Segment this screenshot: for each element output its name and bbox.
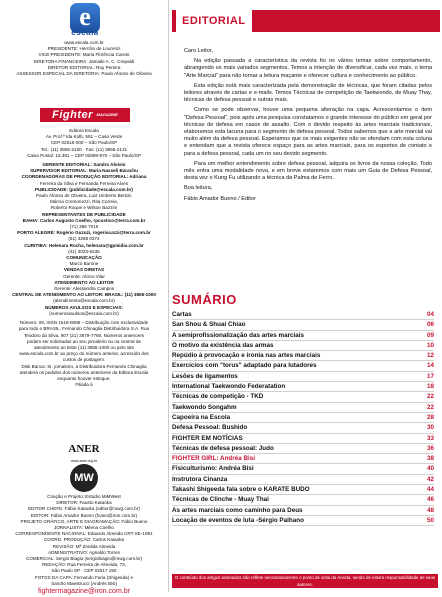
toc-entry-page: 22 <box>426 393 434 401</box>
colophon-line: custos de postagem. <box>62 357 106 363</box>
colophon-line: Gerente: Alcino Vilar <box>63 273 105 279</box>
fighter-logo-suffix: MAGAZINE <box>96 112 118 117</box>
colophon-line: REPRESENTANTES DE PUBLICIDADE <box>42 211 126 217</box>
colophon-line: REVISÃO: Mª Zenilda Almeida <box>52 543 116 549</box>
toc-entry-title: Defesa Pessoal: Bushido <box>172 424 248 432</box>
colophon-line: podem ser solicitados ao seu jornaleiro ou na central de <box>27 338 141 344</box>
toc-entry-title: As artes marciais como caminho para Deus <box>172 506 303 514</box>
editorial-title-bar <box>172 10 440 32</box>
escala-wordmark: escala <box>71 28 99 37</box>
toc-entry-title: Capoeira na Escola <box>172 413 231 421</box>
colophon-line: COORDENADORAS DE PRODUÇÃO EDITORIAL: Adriana <box>21 174 147 180</box>
colophon-line: Disk Banca: Sr. jornaleiro, a Distribuidora Fernando Chinaglia <box>21 363 147 369</box>
toc-entry[interactable] <box>172 403 434 413</box>
colophon-line: CORRESPONDENTE NACIONAL: Eduardo Almeida CRT-SE-1091 <box>15 531 153 537</box>
colophon-top <box>0 40 168 77</box>
toc-entry-title: Lesões de ligamentos <box>172 372 238 380</box>
colophon-line: Teodoro da Silva, 907 (21) 3879-7766. Números anteriores <box>23 332 145 338</box>
toc-entry[interactable] <box>172 464 434 474</box>
colophon-line: para todo o BRASIL, Fernando Chinaglia Distribuidora S.A. Rua <box>18 326 150 332</box>
editorial-body <box>184 48 432 206</box>
toc-entry-page: 36 <box>426 444 434 452</box>
colophon-line: COORD. PRODUÇÃO: Carlos Kataoka <box>43 537 125 543</box>
toc-entry[interactable] <box>172 413 434 423</box>
disclaimer-bar: O conteúdo dos artigos assinados não reflete necessariamente o ponto de vista da revista, sendo de inteira responsabilidade de seus autores. <box>172 574 438 588</box>
colophon-line: São Paulo SP · CEP 02517 150 <box>51 568 117 574</box>
colophon-line: REDAÇÃO: Rua Ferreira de Almeida, 73, <box>42 562 126 568</box>
colophon-line: GERENTE EDITORIAL: Sandro Aloísio <box>42 162 126 168</box>
colophon-line: COMERCIAL: Sergio Biagio (sergiobiagio@mwg.com.br) <box>26 556 142 562</box>
colophon-line: COMUNICAÇÃO <box>66 255 102 261</box>
editorial-paragraph: Na edição passada a característica da revista foi os vários temas sobre comportamento, abrangendo os mais variados segmentos. Temos a intenção de diversificar, cada vez mais, o tema "Arte Marcial" para não tornar a leitura maçante e oferecer cultura e conhecimento ao público. <box>184 58 432 79</box>
editorial-title: EDITORIAL <box>176 10 252 32</box>
toc-entry[interactable] <box>172 444 434 454</box>
colophon-line: NÚMEROS AVULSOS E ESPECIAIS: <box>44 304 124 310</box>
colophon-line: (71) 356 7016 <box>69 224 99 230</box>
colophon-line: Filiada à <box>75 382 93 388</box>
sumario-title: SUMÁRIO <box>172 292 237 307</box>
toc-entry[interactable] <box>172 495 434 505</box>
toc-entry-title: Técnicas de Clinche - Muay Thai <box>172 496 269 504</box>
toc-entry-title: Repúdio à provocação e ironia nas artes marciais <box>172 352 321 360</box>
colophon-line: SUPERVISOR EDITORIAL: Maria Nasseli Barachu <box>30 168 138 174</box>
toc-entry[interactable] <box>172 423 434 433</box>
colophon-line: (41) 3023-6235 <box>68 248 100 254</box>
toc-entry-title: Exercícios com "torus" adaptado para lutadores <box>172 362 317 370</box>
escala-logo: e <box>70 3 100 33</box>
colophon-line: Caixa Postal: 16.381 – CEP 02599-970 – São Paulo/SP <box>27 152 141 158</box>
toc-entry-title: FIGHTER EM NOTÍCIAS <box>172 434 243 442</box>
colophon-line: FOTOS DA CAPA: Fernando Faria (Shigeeda) e <box>34 574 134 580</box>
toc-entry-page: 04 <box>426 311 434 318</box>
colophon-line: Criação e Projeto: Estúdio MiMWest <box>47 494 121 499</box>
toc-entry-page: 28 <box>426 413 434 421</box>
colophon-mid <box>0 128 168 388</box>
colophon-line: VENDAS DIRETAS <box>63 267 105 273</box>
colophon-line: (numerosavulsos@escala.com.br) <box>49 310 119 316</box>
colophon-line: (atendimento@escala.com.br) <box>53 298 115 304</box>
toc-entry-page: 40 <box>426 465 434 473</box>
colophon-line: Paulo Afonso de Oliveira, Luiz Umberto Bertoli, <box>36 193 132 199</box>
aner-logo: ANER <box>68 443 100 455</box>
toc-entry[interactable] <box>172 320 434 330</box>
colophon-line: PORTO ALEGRE: Rogério Guzuzi, rogeriocazzi@terra.com.br <box>17 230 151 236</box>
editorial-paragraph: Esta edição está mais caracterizada pela demonstração de técnicas, que foram citadas pelos leitores através de cartas e e-mails. Temos Técnicas de competição de Taekwondo, de Muay Thay, técnicas de defesa pessoal e outras mais. <box>184 82 432 104</box>
toc-entry-page: 46 <box>426 496 434 504</box>
aner-url[interactable]: www.aner.org.br <box>71 459 97 463</box>
toc-entry-page: 10 <box>426 341 434 349</box>
colophon-line: Tel.: (11) 3855-2100 · Fax: (11) 3855-2131 <box>40 146 128 152</box>
toc-entry-title: Instrutora Cinanza <box>172 475 228 483</box>
toc-entry[interactable] <box>172 434 434 444</box>
toc-entry-page: 22 <box>426 403 434 411</box>
toc-entry-page: 14 <box>426 362 434 370</box>
toc-entry-page: 42 <box>426 475 434 483</box>
table-of-contents <box>172 310 434 526</box>
editorial-greeting: Caro Leitor, <box>184 48 213 54</box>
toc-entry-page: 38 <box>426 455 434 463</box>
editorial-paragraph: Para um melhor entendimento sobre defesa pessoal, adquira os livros da nossa coleção. Todo mês entra uma modalidade nova, e em breve estaremos com mais um Guia de Defesa Pessoal, desta vez o Kung Fu utilizando a técnica da Palma de Ferro. <box>184 160 432 182</box>
colophon-line: JORNALISTA: Milena Coelho <box>54 525 114 531</box>
colophon-line: Ferreira da Silva e Fernanda Ferreira Alves <box>39 180 129 186</box>
colophon-line: Marco Barone <box>69 261 99 267</box>
colophon-line: CURITIBA: Helenara Rocha, helenara@gpmidia.com.br <box>24 242 144 248</box>
toc-entry[interactable] <box>172 382 434 392</box>
toc-entry[interactable] <box>172 475 434 485</box>
colophon-line: www.escala.com.br ao preço do número anterior, acrescido dos <box>19 351 149 357</box>
colophon-line: (51) 3268 0374 <box>68 236 100 242</box>
publisher-url[interactable]: www.escala.com.br <box>64 40 104 45</box>
colophon-line: ATENDIMENTO AO LEITOR <box>54 279 114 285</box>
colophon-line: Roberto Roque e Wilson Bazzini <box>50 205 118 211</box>
colophon-line: PUBLICIDADE: (publicidade@escala.com.br) <box>35 186 133 192</box>
colophon-line: ASSESSOR ESPECIAL DA DIRETORIA: Paulo Afonso de Oliveira <box>16 71 152 77</box>
toc-entry[interactable] <box>172 351 434 361</box>
toc-entry[interactable] <box>172 331 434 341</box>
colophon-line: Editora Escala <box>69 128 99 133</box>
colophon-line: BAHIA: Carlos Augusto Coelho, rpcustico@terra.com.br <box>22 217 146 223</box>
colophon-bottom <box>0 494 168 597</box>
column-divider <box>168 0 169 592</box>
toc-entry[interactable] <box>172 372 434 382</box>
toc-entry[interactable] <box>172 506 434 516</box>
toc-entry-title: Fisiculturismo: Andréa Bisi <box>172 465 254 473</box>
toc-entry-title: Locação de eventos de luta -Sérgio Palhano <box>172 516 304 524</box>
colophon-line: PROJETO GRÁFICO, ARTE E DIAGRAMAÇÃO: Fábio Bueno <box>20 518 148 524</box>
colophon-column <box>0 0 168 596</box>
toc-entry-title: San Shou & Shuai Chiao <box>172 321 246 329</box>
colophon-line: EDITOR CHEFE: Fábio Kataoka (editor@mwg.com.br) <box>28 506 140 512</box>
colophon-line: Av. Prof.ª Ida Kolb, 551 – Casa Verde <box>45 134 123 140</box>
toc-entry-page: 33 <box>426 434 434 442</box>
toc-entry-page: 44 <box>426 486 434 494</box>
toc-entry[interactable] <box>172 392 434 402</box>
colophon-line: enquanto houver estoque. <box>57 375 111 381</box>
fighter-logo-text: Fighter <box>52 109 93 121</box>
colophon-line: Gerente: Alessandra Campos <box>53 286 115 292</box>
toc-entry[interactable] <box>172 454 434 464</box>
toc-entry[interactable] <box>172 361 434 371</box>
toc-entry-title: A semiprofissionalização das artes marciais <box>172 331 305 339</box>
toc-entry-page: 06 <box>426 321 434 329</box>
magazine-email-link[interactable]: fightermagazine@iron.com.br <box>38 588 130 596</box>
colophon-line: DIRETOR EDITORIAL: Ruy Pereira <box>47 64 121 70</box>
toc-entry-page: 50 <box>426 516 434 524</box>
toc-entry[interactable] <box>172 310 434 320</box>
toc-entry-title: Taekwondo Songahm <box>172 403 237 411</box>
toc-entry-page: 30 <box>426 424 434 432</box>
mw-studio-logo: MW <box>70 464 98 492</box>
toc-entry[interactable] <box>172 341 434 351</box>
colophon-line: ADMINISTRATIVO: Agnaldo Torres <box>48 549 120 555</box>
toc-entry-title: O motivo da existência das armas <box>172 341 274 349</box>
toc-entry-title: FIGHTER GIRL: Andréa Bisi <box>172 455 256 463</box>
toc-entry-title: Takashi Shigeeda fala sobre o KARATE BUDO <box>172 486 310 494</box>
toc-entry-page: 48 <box>426 506 434 514</box>
toc-entry-page: 17 <box>426 372 434 380</box>
toc-entry[interactable] <box>172 485 434 495</box>
editorial-signature: Fábio Amador Bueno / Editor <box>184 195 256 202</box>
colophon-line: atendimento ao leitor (11) 3855-1000 ou pelo site <box>33 344 135 350</box>
colophon-line: atenderá os pedidos dos números anteriores da Editora Escala <box>19 369 149 375</box>
colophon-line: DIRETORA FINANCEIRA: Jamaile A. C. Crepaldi <box>33 58 135 64</box>
colophon-line: PRESIDENTE: Hercílio de Lourenzi <box>47 46 121 52</box>
toc-entry-page: 09 <box>426 331 434 339</box>
colophon-line: DIRETOR: Fausto Kataoka <box>56 500 112 506</box>
colophon-line: VICE-PRESIDENTE: Maria Florência Caroto <box>38 52 130 58</box>
editorial-signoff: Boa leitura, <box>184 185 213 192</box>
toc-entry-title: Técnicas de defesa pessoal: Judo <box>172 444 274 452</box>
colophon-line: EDITOR: Fábio Amador Bueno (fcano@iron.com.br) <box>30 512 138 518</box>
colophon-line: Márcia Cremonezzi, Rita Correia, <box>50 199 118 205</box>
toc-entry-title: International Taekwondo Federatation <box>172 383 286 391</box>
toc-entry-page: 12 <box>426 352 434 360</box>
editorial-paragraph: Como se pode observar, houve uma pequena alteração na capa. Acrescentamos o item "Defesa Pessoal", pois após uma pesquisa constatamos o grande interesse do público em geral por técnicas de defesa em casos de assalto. Com o devido respeito às artes marciais tradicionais, elaboramos esta lacuna para o segmento de defesa pessoal. Todos sabemos que a arte marcial vai muito além da defesa pessoal. Esperamos que os mais exigentes não se ofendam com esta coluna e entendam que a revista oferece espaço para as artes marciais, para os esportes de contato e para a defesa pessoal, cada um no seu devido segmento. <box>184 107 432 157</box>
colophon-line: CEP 02518-000 – São Paulo/SP <box>50 140 118 146</box>
colophon-line: CENTRAL DE ATENDIMENTO AO LEITOR: BRASIL: (11) 3855-1000 <box>12 292 156 298</box>
toc-entry[interactable] <box>172 516 434 526</box>
toc-entry-title: Cartas <box>172 311 192 318</box>
colophon-line: Número: 08, ISSN 1518-8086 – Distribuição com exclusividade <box>19 320 149 326</box>
toc-entry-title: Técnicas de competição - TKD <box>172 393 264 401</box>
toc-entry-page: 18 <box>426 383 434 391</box>
fighter-magazine-logo <box>40 108 130 122</box>
colophon-line: Sandro Maestrucci (Andrés Bisi) <box>51 580 117 586</box>
